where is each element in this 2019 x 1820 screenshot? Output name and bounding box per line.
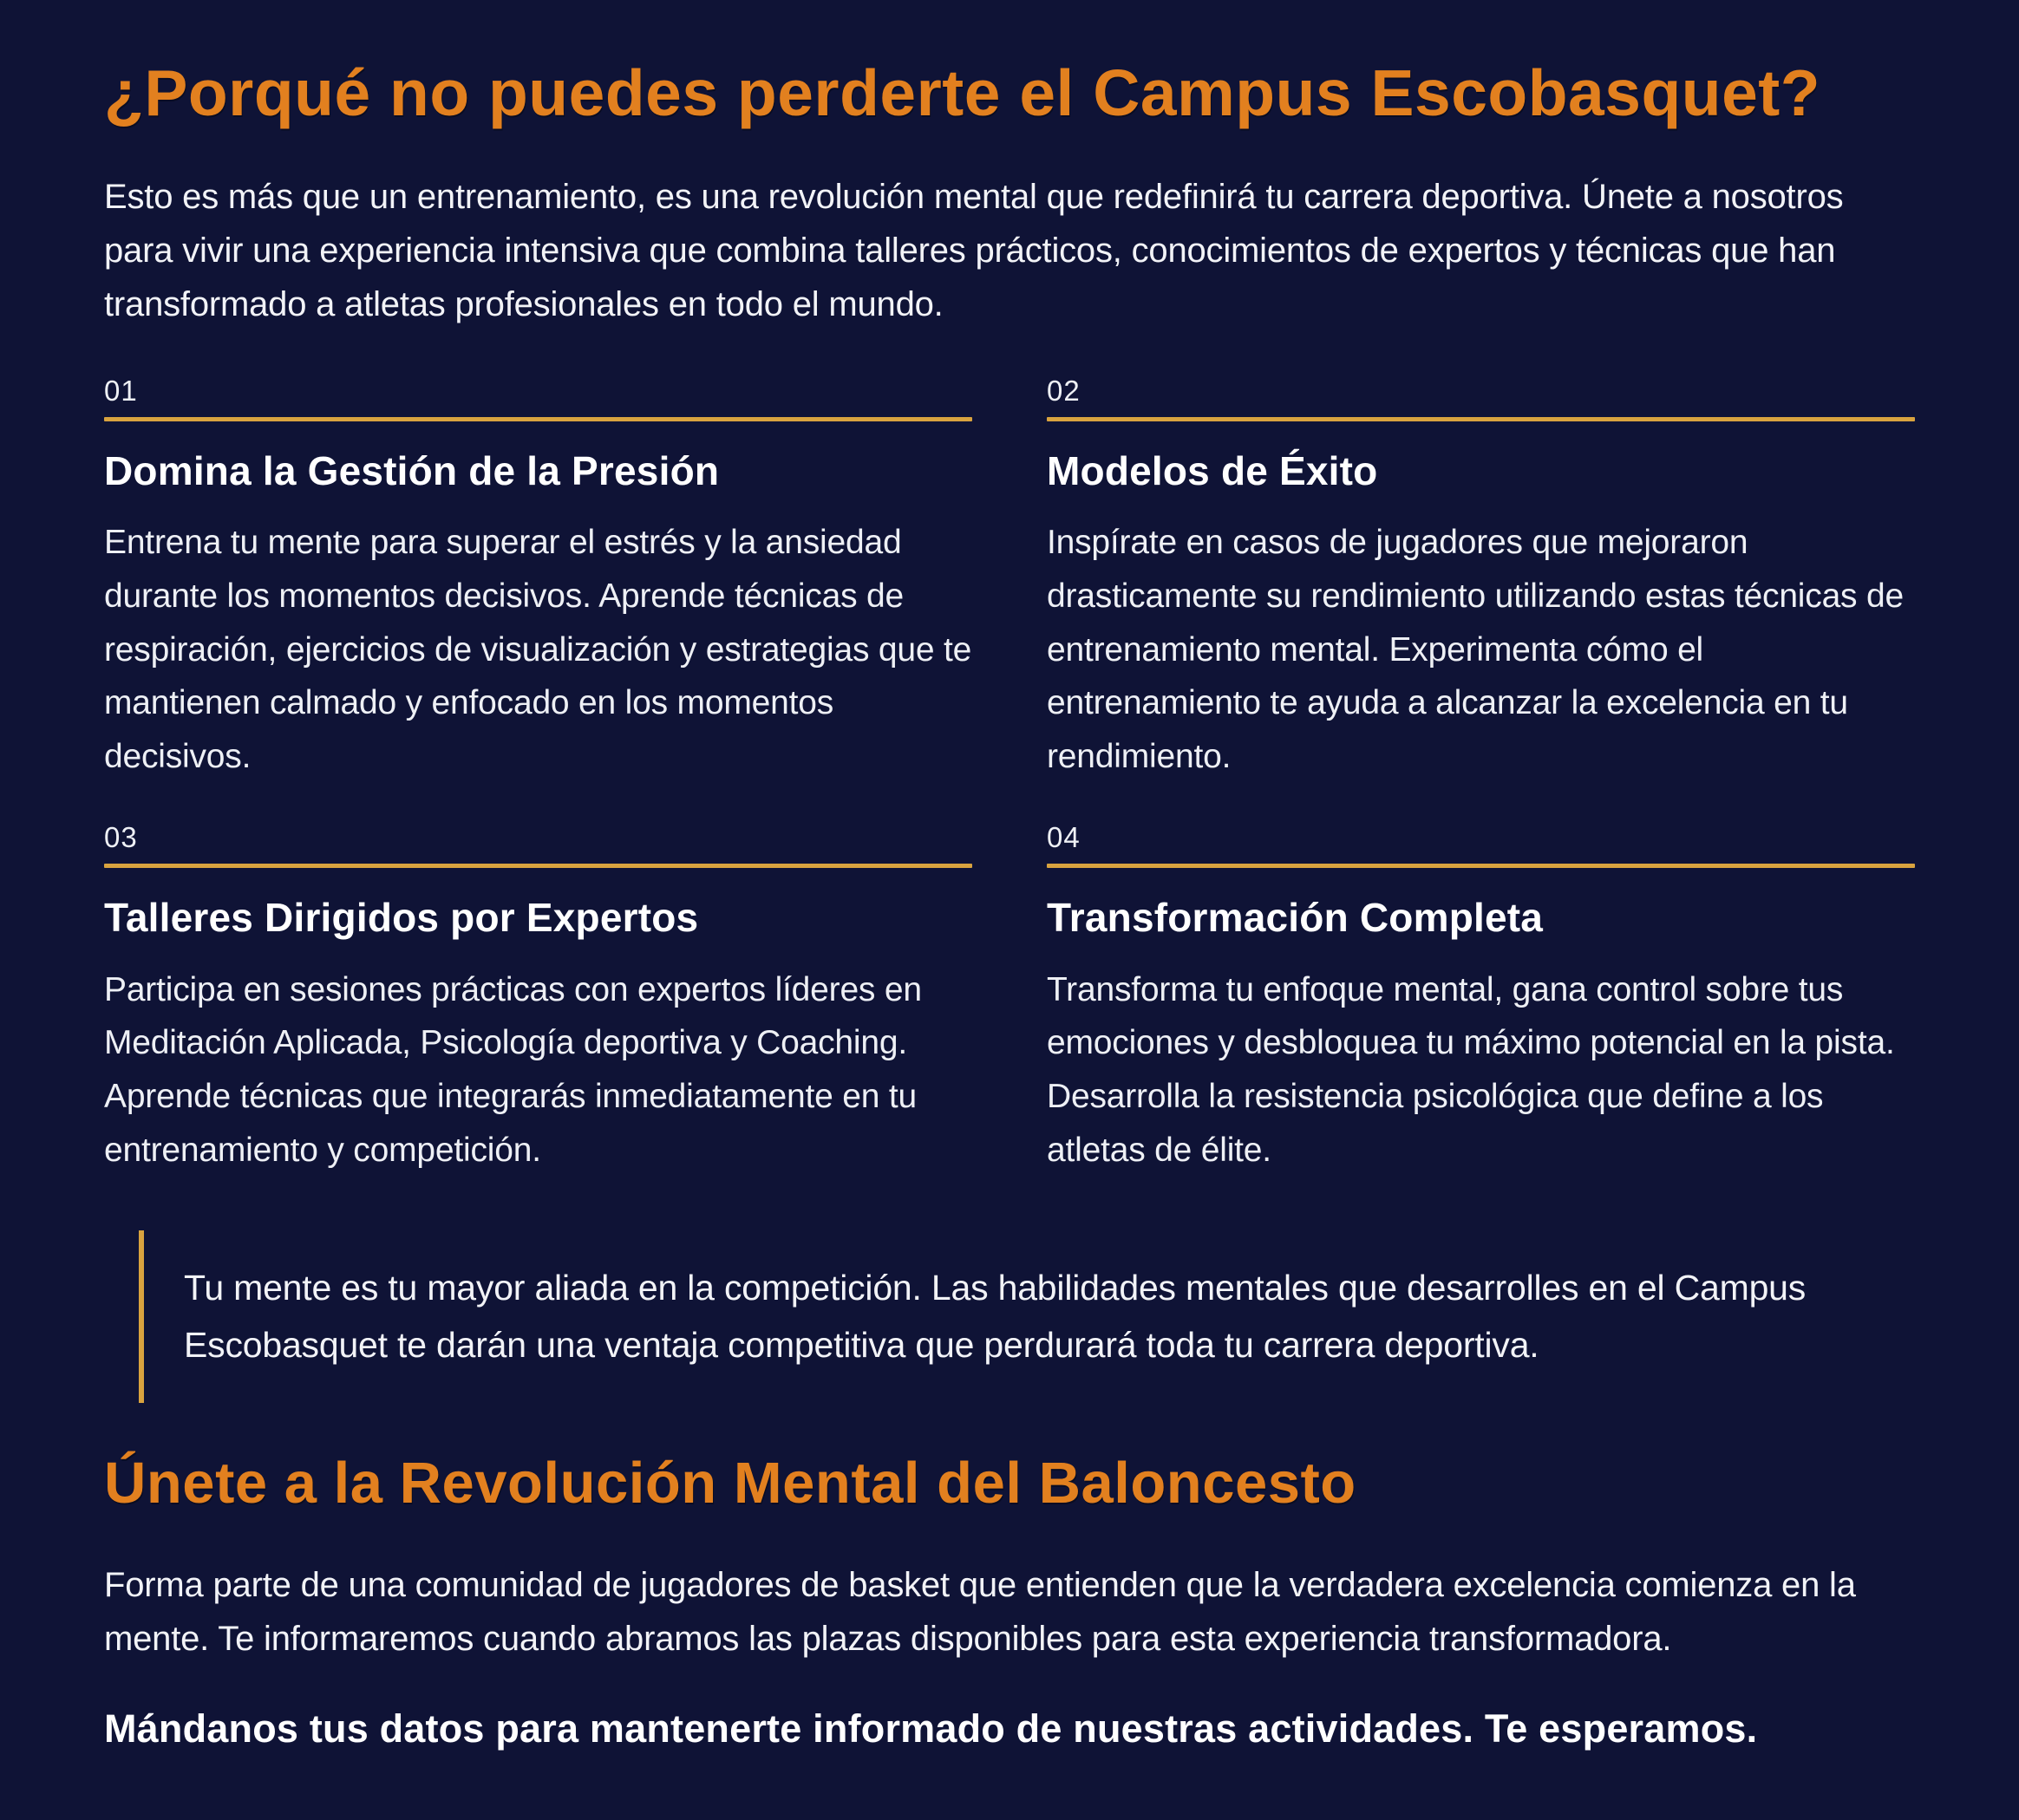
feature-description: Entrena tu mente para superar el estrés y la ansiedad durante los momentos decisivos. Aprende técnicas de respiración, ejercicios de visualización y estrategias que te mantienen calmado y enfocado en los momentos decisivos. <box>104 524 972 775</box>
feature-number: 04 <box>1047 821 1081 854</box>
feature-description: Participa en sesiones prácticas con expertos líderes en Meditación Aplicada, Psicología deportiva y Coaching. Aprende técnicas que integrarás inmediatamente en tu entrenamiento y competición. <box>104 970 922 1169</box>
feature-description: Inspírate en casos de jugadores que mejoraron drasticamente su rendimiento utilizando estas técnicas de entrenamiento mental. Experimenta cómo el entrenamiento te ayuda a alcanzar la excelencia en tu rendimiento. <box>1047 524 1904 775</box>
feature-description: Transforma tu enfoque mental, gana control sobre tus emociones y desbloquea tu máximo potencial en la pista. Desarrolla la resistencia psicológica que define a los atletas de élite. <box>1047 970 1895 1169</box>
cta-title: Únete a la Revolución Mental del Baloncesto <box>104 1451 1356 1517</box>
feature-title: Transformación Completa <box>1047 895 1544 941</box>
feature-divider <box>104 864 972 868</box>
feature-number: 02 <box>1047 375 1081 408</box>
feature-item-2 <box>1047 376 1915 783</box>
highlight-quote: Tu mente es tu mayor aliada en la competición. Las habilidades mentales que desarrolles en el Campus Escobasquet te darán una ventaja competitiva que perdurará toda tu carrera deportiva. <box>139 1230 1880 1403</box>
feature-title: Talleres Dirigidos por Expertos <box>104 895 699 941</box>
cta-paragraph: Forma parte de una comunidad de jugadores de basket que entienden que la verdadera excelencia comienza en la mente. Te informaremos cuando abramos las plazas disponibles para esta experiencia transformadora. <box>104 1566 1856 1659</box>
feature-item-3 <box>104 823 972 1177</box>
intro-paragraph: Esto es más que un entrenamiento, es una revolución mental que redefinirá tu carrera deportiva. Únete a nosotros para vivir una experiencia intensiva que combina talleres prácticos, conocimientos de expertos y técnicas que han transformado a atletas profesionales en todo el mundo. <box>104 178 1844 324</box>
feature-divider <box>1047 864 1915 868</box>
feature-number: 01 <box>104 375 138 408</box>
page-title: ¿Porqué no puedes perderte el Campus Escobasquet? <box>104 56 1821 129</box>
cta-highlight-text: Mándanos tus datos para mantenerte informado de nuestras actividades. Te esperamos. <box>104 1706 1758 1752</box>
feature-number: 03 <box>104 821 138 854</box>
feature-title: Modelos de Éxito <box>1047 448 1378 494</box>
feature-divider <box>104 417 972 421</box>
feature-item-1 <box>104 376 972 783</box>
feature-divider <box>1047 417 1915 421</box>
feature-item-4 <box>1047 823 1915 1177</box>
features-grid <box>104 376 1915 1177</box>
feature-title: Domina la Gestión de la Presión <box>104 448 720 494</box>
